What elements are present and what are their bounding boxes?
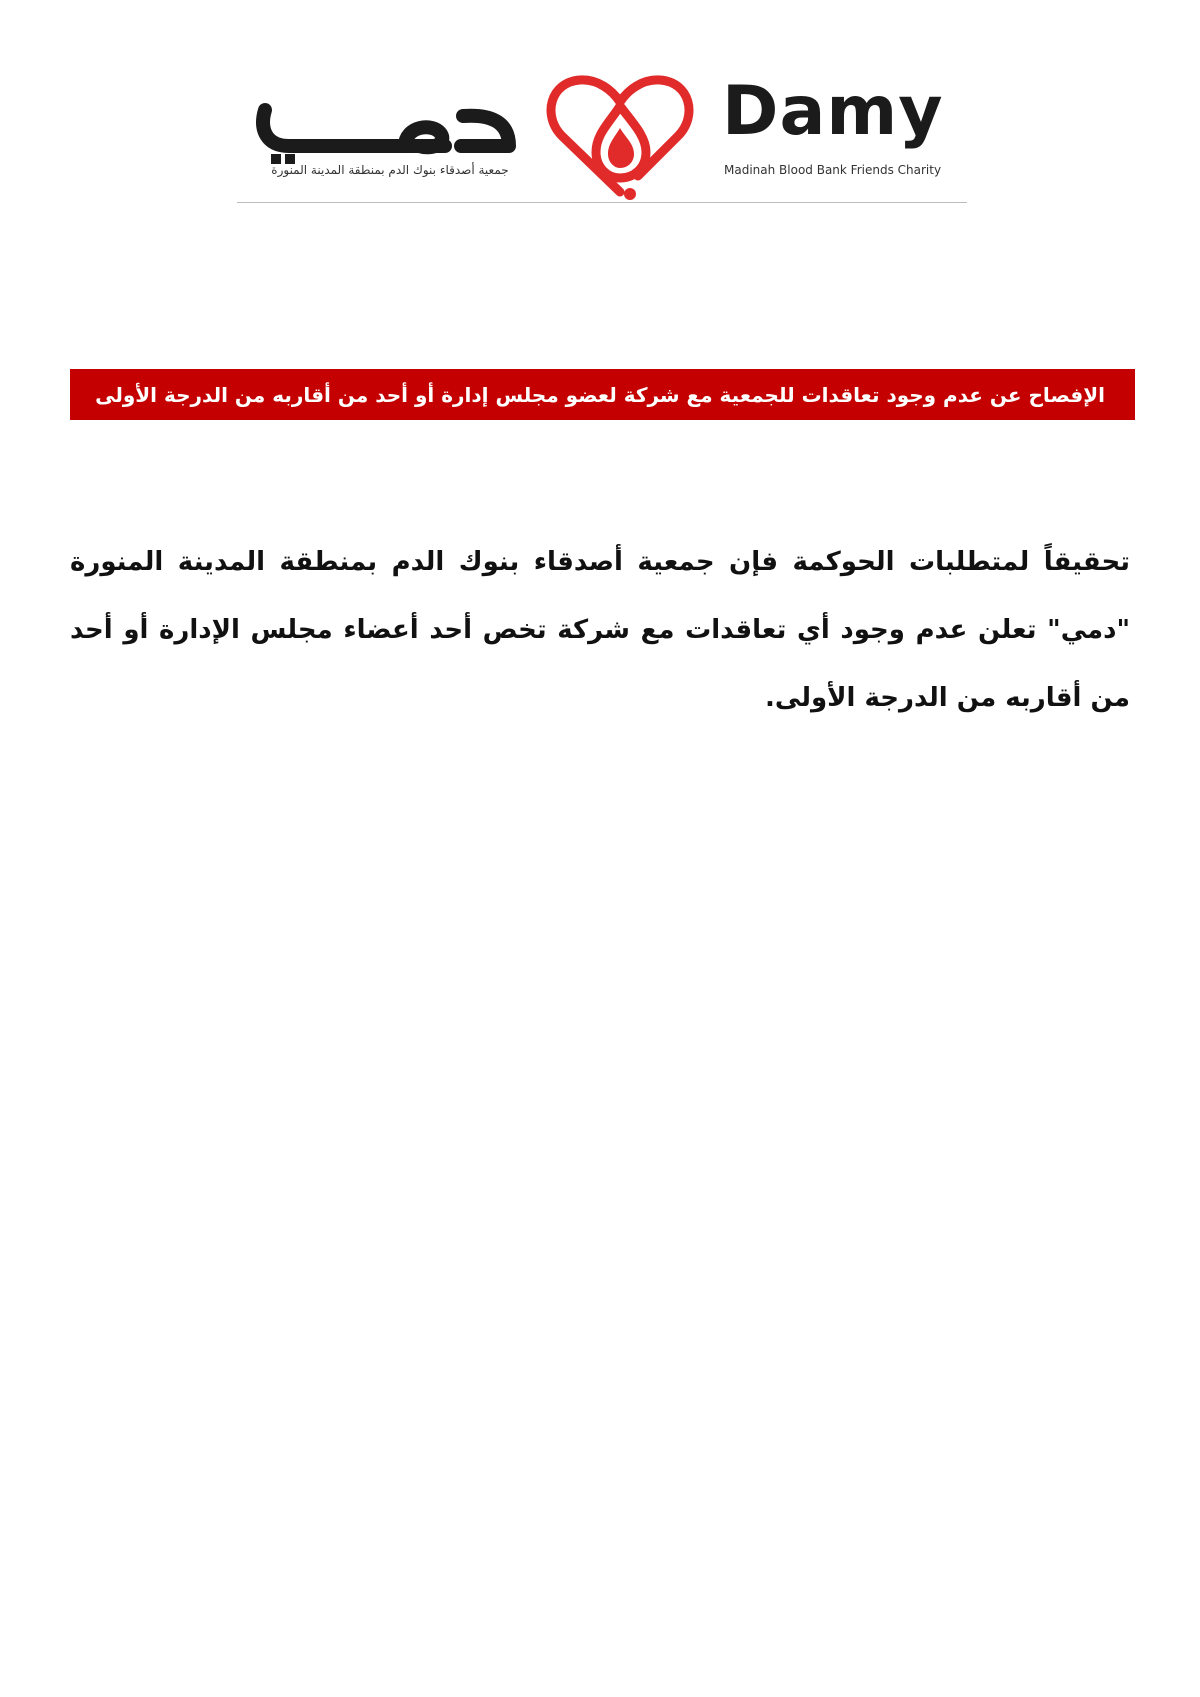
disclosure-paragraph: تحقيقاً لمتطلبات الحوكمة فإن جمعية أصدقاء بنوك الدم بمنطقة المدينة المنورة "دمي" تعلن عدم وجود أي تعاقدات مع شركة تخص أحد أعضاء مجلس الإدارة أو أحد من أقاربه من الدرجة الأولى.	[70, 547, 1130, 713]
logo-english-subtitle: Madinah Blood Bank Friends Charity	[724, 163, 942, 177]
heart-blood-drop-icon	[540, 72, 700, 204]
header-divider	[237, 202, 967, 203]
logo-arabic	[255, 70, 530, 188]
logo-arabic-subtitle: جمعية أصدقاء بنوك الدم بمنطقة المدينة المنورة	[271, 163, 509, 177]
banner-title: الإفصاح عن عدم وجود تعاقدات للجمعية مع شركة لعضو مجلس إدارة أو أحد من أقاربه من الدرجة الأولى	[95, 382, 1105, 407]
letterhead	[0, 0, 1200, 210]
title-banner	[70, 369, 1135, 420]
logo-english-name: Damy	[722, 72, 944, 151]
logo-english	[722, 70, 952, 188]
logo-arabic-wordmark	[255, 88, 525, 168]
